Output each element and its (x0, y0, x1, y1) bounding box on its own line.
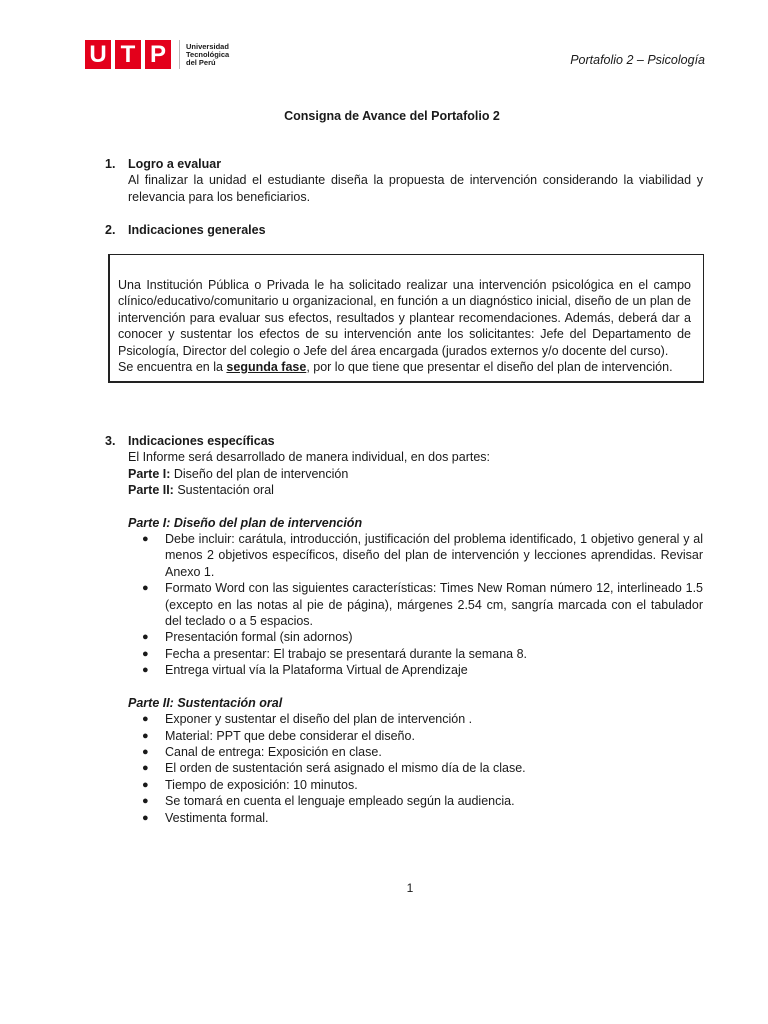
part-label: Parte II: (128, 483, 174, 498)
list-item (128, 728, 703, 744)
utp-logo (85, 40, 229, 69)
list-item-text: Exponer y sustentar el diseño del plan de intervención . (165, 712, 473, 727)
list-item (128, 793, 703, 809)
list-item-text: Entrega virtual vía la Plataforma Virtual de Aprendizaje (165, 663, 468, 678)
box-text: Se encuentra en la (118, 360, 227, 375)
list-item (128, 662, 703, 678)
part-1-list (128, 531, 703, 679)
list-item-text: Tiempo de exposición: 10 minutos. (165, 777, 358, 792)
bullet-icon: ● (142, 795, 149, 808)
list-item (128, 744, 703, 760)
section-heading: Indicaciones específicas (128, 434, 275, 448)
bullet-icon: ● (142, 582, 149, 595)
part-text: Sustentación oral (173, 483, 274, 498)
list-item-text: Fecha a presentar: El trabajo se presentará durante la semana 8. (165, 646, 528, 661)
list-item (128, 777, 703, 793)
section-intro: El Informe será desarrollado de manera individual, en dos partes: (128, 450, 491, 465)
list-item-text: Se tomará en cuenta el lenguaje empleado según la audiencia. (165, 794, 515, 809)
bullet-icon: ● (142, 729, 149, 742)
logo-letter-p: P (145, 40, 171, 69)
box-paragraph-1: Una Institución Pública o Privada le ha solicitado realizar una intervención psicológica en el campo clínico/educativo/comunitario u organizacional, en función a un diagnóstico inicial, diseño de un plan de intervención para evaluar sus efectos, resultados y plantear recomendaciones. Además, deberá dar a conocer y sustentar los efectos de su intervención ante los solicitantes: Jefe del Departamento de Psicología, Director del colegio o Jefe del área encargada (jurados externos y/o docente del curso). (118, 278, 691, 358)
section-number: 1. (105, 157, 116, 171)
header-portfolio-label: Portafolio 2 – Psicología (570, 53, 705, 67)
section-logro (105, 156, 703, 205)
part-2-list (128, 711, 703, 826)
logo-line-2: Tecnológica (186, 49, 230, 59)
list-item (128, 711, 703, 727)
section-number: 3. (105, 434, 116, 448)
emphasis-segunda-fase: segunda fase (226, 360, 307, 375)
list-item (128, 580, 703, 629)
box-text: , por lo que tiene que presentar el diseño del plan de intervención. (306, 360, 673, 375)
bullet-icon: ● (142, 631, 149, 644)
list-item-text: El orden de sustentación será asignado el mismo día de la clase. (165, 761, 526, 776)
instructions-box (108, 254, 704, 383)
bullet-icon: ● (142, 778, 149, 791)
list-item-text: Canal de entrega: Exposición en clase. (165, 744, 382, 759)
list-item (128, 810, 703, 826)
logo-line-3: del Perú (186, 57, 216, 67)
list-item (128, 531, 703, 580)
part-2-summary (105, 482, 703, 498)
part-2-heading: Parte II: Sustentación oral (128, 695, 283, 710)
list-item-text: Vestimenta formal. (165, 810, 269, 825)
part-1-heading: Parte I: Diseño del plan de intervención (128, 515, 363, 530)
logo-letter-u: U (85, 40, 111, 69)
list-item-text: Debe incluir: carátula, introducción, justificación del problema identificado, 1 objetivo general y al menos 2 objetivos específicos, diseño del plan de intervención y lecciones aprendidas. Revisar Anexo 1. (165, 532, 703, 579)
section-heading: Indicaciones generales (128, 223, 266, 237)
part-1-summary (105, 466, 703, 482)
bullet-icon: ● (142, 647, 149, 660)
box-paragraph-2 (118, 359, 691, 375)
bullet-icon: ● (142, 533, 149, 546)
section-indicaciones-especificas (105, 433, 703, 826)
list-item-text: Material: PPT que debe considerar el diseño. (165, 728, 415, 743)
logo-letter-t: T (115, 40, 141, 69)
logo-wordmark (186, 43, 229, 67)
bullet-icon: ● (142, 664, 149, 677)
list-item (128, 760, 703, 776)
list-item (128, 629, 703, 645)
list-item (128, 646, 703, 662)
section-number: 2. (105, 223, 116, 237)
section-body: Al finalizar la unidad el estudiante diseña la propuesta de intervención considerando la viabilidad y relevancia para los beneficiarios. (128, 173, 703, 204)
page-number: 1 (406, 881, 414, 895)
section-indicaciones-generales (105, 222, 703, 238)
bullet-icon: ● (142, 762, 149, 775)
list-item-text: Presentación formal (sin adornos) (165, 630, 353, 645)
logo-line-1: Universidad (186, 41, 229, 51)
part-2-list-wrap (105, 711, 703, 826)
list-item-text: Formato Word con las siguientes características: Times New Roman número 12, interlineado 1.5 (excepto en las notas al pie de página), márgenes 2.54 cm, sangría marcada con el tabulador del teclado o a 5 espacios. (165, 581, 703, 629)
part-label: Parte I: (128, 466, 171, 481)
logo-divider (179, 40, 180, 69)
bullet-icon: ● (142, 745, 149, 758)
part-1-list-wrap (105, 531, 703, 679)
section-heading: Logro a evaluar (128, 157, 222, 171)
part-text: Diseño del plan de intervención (170, 466, 349, 481)
bullet-icon: ● (142, 713, 149, 726)
document-title: Consigna de Avance del Portafolio 2 (284, 109, 500, 123)
bullet-icon: ● (142, 811, 149, 824)
